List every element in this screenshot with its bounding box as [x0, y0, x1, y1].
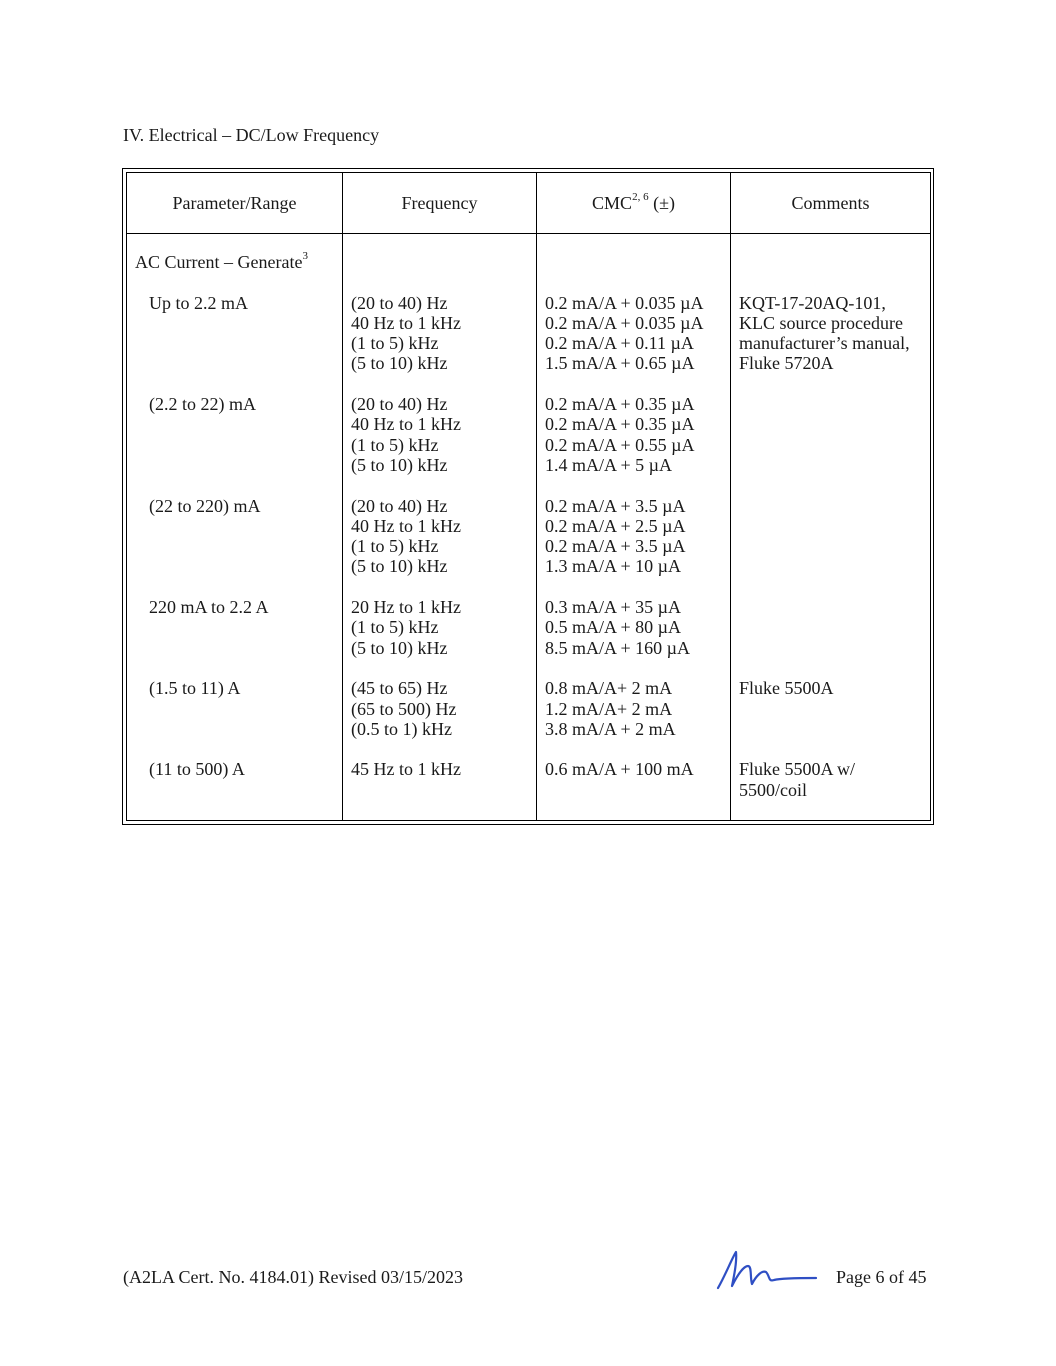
- comment-blank-line: [739, 455, 922, 475]
- frequency-line: (5 to 10) kHz: [351, 556, 448, 577]
- frequency-line: 45 Hz to 1 kHz: [351, 759, 461, 780]
- frequency-line: (5 to 10) kHz: [351, 637, 448, 658]
- footer-page-number: Page 6 of 45: [836, 1267, 927, 1287]
- footer-cert: (A2LA Cert. No. 4184.01) Revised 03/15/2023: [123, 1267, 463, 1287]
- header-parameter: Parameter/Range: [127, 173, 343, 234]
- range-block: [135, 293, 334, 374]
- comment-block: [739, 759, 922, 800]
- cmc-table-frame: [122, 168, 934, 825]
- cmc-value-line: 1.3 mA/A + 10 µA: [545, 556, 682, 577]
- frequency-line: (5 to 10) kHz: [351, 454, 448, 475]
- range-blank-line: [135, 353, 334, 373]
- range-blank-line: [135, 536, 334, 556]
- cmc-value-block: [545, 496, 722, 577]
- range-blank-line: [135, 313, 334, 333]
- cmc-column: [537, 234, 731, 821]
- frequency-line: (20 to 40) Hz: [351, 292, 448, 313]
- range-column: [127, 234, 343, 821]
- header-cmc-label: CMC: [592, 192, 633, 213]
- cmc-value-line: 0.2 mA/A + 0.35 µA: [545, 414, 695, 435]
- header-frequency: Frequency: [343, 173, 537, 234]
- frequency-line: (5 to 10) kHz: [351, 353, 448, 374]
- group-label-footnote: 3: [302, 250, 308, 262]
- table-header-row: [127, 173, 931, 234]
- cmc-value-line: 0.2 mA/A + 3.5 µA: [545, 536, 686, 557]
- cmc-value-line: 0.5 mA/A + 80 µA: [545, 617, 682, 638]
- range-line: (11 to 500) A: [149, 759, 245, 780]
- cmc-value-line: 0.6 mA/A + 100 mA: [545, 759, 694, 780]
- header-cmc-suffix: (±): [648, 192, 675, 213]
- frequency-line: (1 to 5) kHz: [351, 617, 439, 638]
- cmc-value-line: 8.5 mA/A + 160 µA: [545, 637, 691, 658]
- frequency-block: [351, 678, 528, 739]
- cmc-table: [126, 172, 931, 821]
- cmc-value-line: 0.2 mA/A + 2.5 µA: [545, 515, 686, 536]
- cmc-list: [545, 293, 722, 800]
- frequency-list: [351, 293, 528, 800]
- comment-line: KQT-17-20AQ-101,: [739, 292, 886, 313]
- frequency-line: 20 Hz to 1 kHz: [351, 597, 461, 618]
- frequency-block: [351, 759, 528, 800]
- comment-block: [739, 678, 922, 739]
- group-label-text: AC Current – Generate: [135, 252, 303, 272]
- header-cmc-footnote: 2, 6: [632, 190, 649, 203]
- signature-image: [712, 1244, 820, 1292]
- frequency-line: (1 to 5) kHz: [351, 333, 439, 354]
- range-line: 220 mA to 2.2 A: [149, 597, 269, 618]
- comment-line: 5500/coil: [739, 779, 807, 800]
- range-blank-line: [135, 617, 334, 637]
- range-line: Up to 2.2 mA: [149, 292, 248, 313]
- comment-line: KLC source procedure: [739, 312, 903, 333]
- frequency-column: [343, 234, 537, 821]
- comment-block: [739, 496, 922, 577]
- cmc-value-block: [545, 678, 722, 739]
- range-blank-line: [135, 516, 334, 536]
- range-blank-line: [135, 719, 334, 739]
- range-blank-line: [135, 435, 334, 455]
- cmc-value-line: 0.2 mA/A + 0.035 µA: [545, 292, 704, 313]
- range-block: [135, 394, 334, 475]
- range-list: [135, 293, 334, 800]
- range-line: (22 to 220) mA: [149, 495, 261, 516]
- comment-blank-line: [739, 638, 922, 658]
- frequency-blank-line: [351, 780, 528, 800]
- comment-blank-line: [739, 556, 922, 576]
- range-block: [135, 496, 334, 577]
- range-block: [135, 759, 334, 800]
- comment-line: Fluke 5500A: [739, 678, 834, 699]
- header-comments: Comments: [731, 173, 931, 234]
- cmc-value-line: 1.5 mA/A + 0.65 µA: [545, 353, 695, 374]
- frequency-block: [351, 293, 528, 374]
- range-blank-line: [135, 414, 334, 434]
- comment-blank-line: [739, 536, 922, 556]
- comment-blank-line: [739, 719, 922, 739]
- frequency-line: 40 Hz to 1 kHz: [351, 515, 461, 536]
- cmc-value-line: 0.8 mA/A+ 2 mA: [545, 678, 673, 699]
- cmc-value-line: 3.8 mA/A + 2 mA: [545, 718, 676, 739]
- cmc-value-line: 0.2 mA/A + 0.35 µA: [545, 394, 695, 415]
- group-label: [135, 252, 334, 272]
- cmc-value-line: 0.2 mA/A + 0.55 µA: [545, 434, 695, 455]
- comment-blank-line: [739, 597, 922, 617]
- comment-blank-line: [739, 394, 922, 414]
- frequency-line: (45 to 65) Hz: [351, 678, 448, 699]
- frequency-line: (1 to 5) kHz: [351, 536, 439, 557]
- range-blank-line: [135, 556, 334, 576]
- range-block: [135, 597, 334, 658]
- comment-block: [739, 597, 922, 658]
- cmc-value-line: 0.2 mA/A + 3.5 µA: [545, 495, 686, 516]
- range-blank-line: [135, 780, 334, 800]
- frequency-line: (1 to 5) kHz: [351, 434, 439, 455]
- range-blank-line: [135, 638, 334, 658]
- range-blank-line: [135, 333, 334, 353]
- comment-block: [739, 293, 922, 374]
- cmc-value-blank-line: [545, 780, 722, 800]
- range-blank-line: [135, 455, 334, 475]
- frequency-line: (0.5 to 1) kHz: [351, 718, 452, 739]
- range-block: [135, 678, 334, 739]
- comment-blank-line: [739, 435, 922, 455]
- comments-column: [731, 234, 931, 821]
- range-line: (2.2 to 22) mA: [149, 394, 256, 415]
- comment-line: Fluke 5720A: [739, 353, 834, 374]
- cmc-value-line: 0.3 mA/A + 35 µA: [545, 597, 682, 618]
- comment-blank-line: [739, 516, 922, 536]
- range-blank-line: [135, 699, 334, 719]
- frequency-line: (20 to 40) Hz: [351, 495, 448, 516]
- section-title: IV. Electrical – DC/Low Frequency: [123, 125, 380, 145]
- comment-block: [739, 394, 922, 475]
- cmc-value-block: [545, 759, 722, 800]
- comment-blank-line: [739, 414, 922, 434]
- header-cmc: [537, 173, 731, 234]
- frequency-line: 40 Hz to 1 kHz: [351, 414, 461, 435]
- range-line: (1.5 to 11) A: [149, 678, 241, 699]
- cmc-value-block: [545, 394, 722, 475]
- cmc-value-line: 1.2 mA/A+ 2 mA: [545, 698, 673, 719]
- frequency-line: (20 to 40) Hz: [351, 394, 448, 415]
- cmc-value-line: 0.2 mA/A + 0.11 µA: [545, 333, 694, 354]
- comment-line: Fluke 5500A w/: [739, 759, 856, 780]
- cmc-value-line: 0.2 mA/A + 0.035 µA: [545, 312, 704, 333]
- cmc-value-block: [545, 293, 722, 374]
- comments-list: [739, 293, 922, 800]
- comment-blank-line: [739, 496, 922, 516]
- comment-blank-line: [739, 617, 922, 637]
- cmc-value-block: [545, 597, 722, 658]
- table-body-row: [127, 234, 931, 821]
- comment-line: manufacturer’s manual,: [739, 333, 910, 354]
- frequency-block: [351, 496, 528, 577]
- frequency-line: (65 to 500) Hz: [351, 698, 457, 719]
- frequency-block: [351, 394, 528, 475]
- frequency-block: [351, 597, 528, 658]
- comment-blank-line: [739, 699, 922, 719]
- cmc-value-line: 1.4 mA/A + 5 µA: [545, 454, 673, 475]
- frequency-line: 40 Hz to 1 kHz: [351, 312, 461, 333]
